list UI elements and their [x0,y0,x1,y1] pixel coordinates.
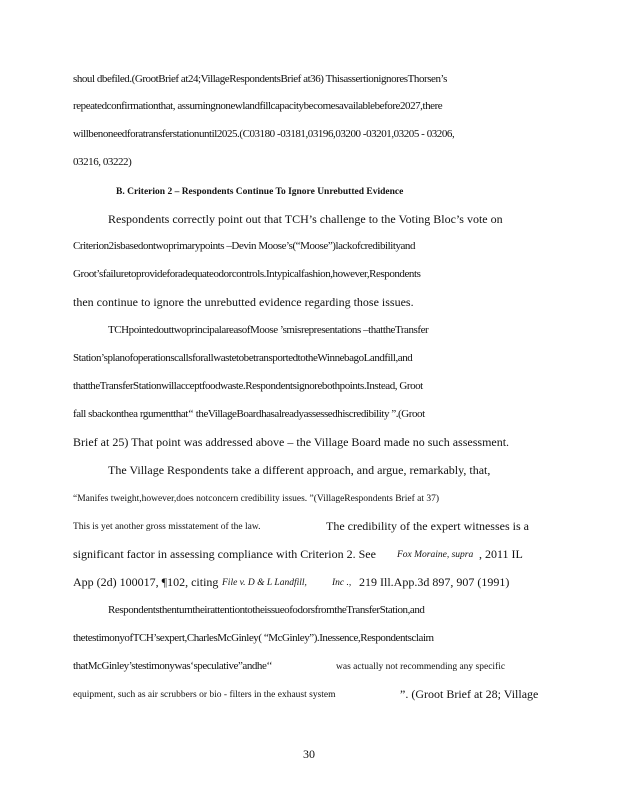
text-line: equipment, such as air scrubbers or bio - filters in the exhaust system [73,690,336,700]
text-line: repeatedconfirmationthat, assumingnonewlandfillcapacitybecomesavailablebefore2027,there [73,100,443,112]
text-line: The Village Respondents take a different approach, and argue, remarkably, that, [108,463,491,477]
text-line: 219 Ill.App.3d 897, 907 (1991) [359,575,510,589]
text-line: thattheTransferStationwillacceptfoodwaste.Respondentsignorebothpoints.Instead, Groot [73,380,423,392]
text-line: Groot’sfailuretoprovideforadequateodorcontrols.Intypicalfashion,however,Respondents [73,268,421,280]
text-line: then continue to ignore the unrebutted evidence regarding those issues. [73,295,414,309]
text-line: willbenoneedforatransferstationuntil2025.(C03180 -03181,03196,03200 -03201,03205 - 03206, [73,128,455,140]
text-line: Respondents correctly point out that TCH’s challenge to the Voting Bloc’s vote on [108,212,503,226]
case-citation: File v. D & L Landfill, [222,578,307,588]
text-line: thatMcGinley’stestimonywas‘speculative”andhe‘‘ [73,660,273,672]
text-line: ”. (Groot Brief at 28; Village [400,687,539,701]
text-line: TCHpointedouttwoprincipalareasofMoose ’smisrepresentations –thattheTransfer [108,324,429,336]
text-line: The credibility of the expert witnesses is a [326,519,529,533]
section-heading: B. Criterion 2 – Respondents Continue To Ignore Unrebutted Evidence [116,187,404,197]
text-line: shoul dbefiled.(GrootBrief at24;VillageRespondentsBrief at36) ThisassertionignoresThorsen’s [73,73,447,85]
text-line: 03216, 03222) [73,156,132,168]
text-line: fall sbackonthea rgumentthat‘‘ theVillageBoardhasalreadyassessedhiscredibility ”.(Groot [73,408,425,420]
case-citation: Inc ., [332,578,352,588]
text-line: Station’splanofoperationscallsforallwastetobetransportedtotheWinnebagoLandfill,and [73,352,413,364]
text-line: App (2d) 100017, ¶102, citing [73,575,219,589]
text-line: thetestimonyofTCH’sexpert,CharlesMcGinley( “McGinley”).Inessence,Respondentsclaim [73,632,434,644]
case-citation: Fox Moraine, supra [397,550,474,560]
text-line: RespondentsthenturntheirattentiontotheissueofodorsfromtheTransferStation,and [108,604,425,616]
text-line: Criterion2isbasedontwoprimarypoints –Devin Moose’s(“Moose”)lackofcredibilityand [73,240,416,252]
text-line: , 2011 IL [479,547,523,561]
page-number: 30 [303,747,315,761]
text-line: was actually not recommending any specific [336,662,506,672]
text-line: Brief at 25) That point was addressed above – the Village Board made no such assessment. [73,435,510,449]
text-line: significant factor in assessing compliance with Criterion 2. See [73,547,376,561]
text-line: This is yet another gross misstatement of the law. [73,522,261,532]
text-line: “Manifes tweight,however,does notconcern credibility issues. ”(VillageRespondents Brief at 37) [73,494,440,504]
